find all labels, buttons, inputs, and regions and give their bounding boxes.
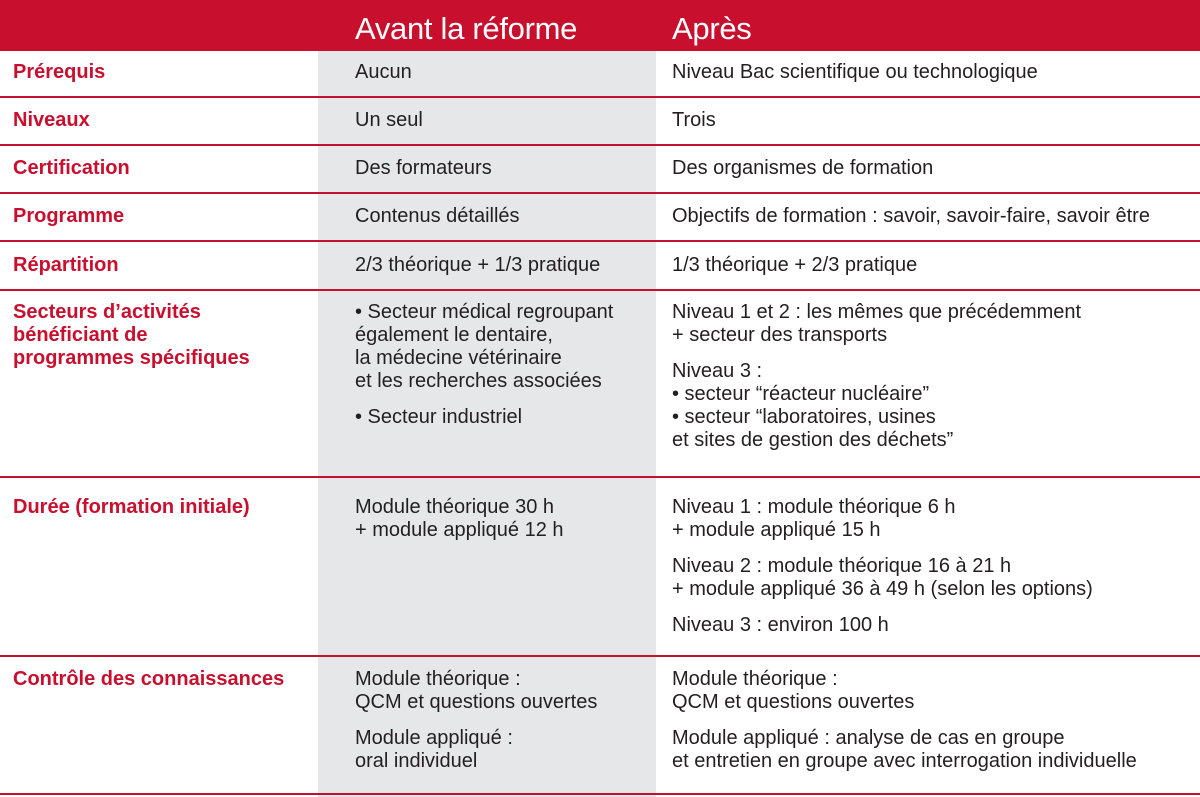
- cell-text: Module théorique : QCM et questions ouvertes: [672, 668, 915, 713]
- cell-before: [355, 61, 655, 84]
- cell-text: Objectifs de formation : savoir, savoir-faire, savoir être: [672, 205, 1150, 227]
- row-divider: [0, 96, 1200, 98]
- row-label: Prérequis: [13, 61, 106, 83]
- header-after: Après: [672, 11, 752, 46]
- cell-text: Niveau 2 : module théorique 16 à 21 h + module appliqué 36 à 49 h (selon les options): [672, 555, 1093, 600]
- cell-text: Des organismes de formation: [672, 157, 934, 179]
- row-label: Durée (formation initiale): [13, 496, 250, 518]
- cell-after: [672, 157, 1197, 180]
- cell-after: [672, 61, 1197, 84]
- cell-text: Contenus détaillés: [355, 205, 520, 227]
- cell-text: Niveau 1 : module théorique 6 h + module appliqué 15 h: [672, 496, 956, 541]
- cell-text: Niveau Bac scientifique ou technologique: [672, 61, 1038, 83]
- cell-text: Des formateurs: [355, 157, 492, 179]
- cell-text: Module théorique : QCM et questions ouvertes: [355, 668, 598, 713]
- cell-before: [355, 205, 655, 228]
- cell-text: Niveau 1 et 2 : les mêmes que précédemment + secteur des transports: [672, 301, 1082, 346]
- cell-text: 1/3 théorique + 2/3 pratique: [672, 254, 918, 276]
- cell-after: [672, 109, 1197, 132]
- row-label: Programme: [13, 205, 125, 227]
- row-divider: [0, 476, 1200, 478]
- cell-after: [672, 254, 1197, 277]
- cell-after: [672, 496, 1197, 637]
- cell-before: [355, 496, 655, 542]
- cell-text: Aucun: [355, 61, 412, 83]
- cell-after: [672, 668, 1197, 773]
- cell-text: Niveau 3 : environ 100 h: [672, 614, 889, 636]
- row-divider: [0, 192, 1200, 194]
- cell-before: [355, 157, 655, 180]
- row-label: Répartition: [13, 254, 119, 276]
- cell-after: [672, 301, 1197, 452]
- cell-text: Module théorique 30 h + module appliqué 12 h: [355, 496, 564, 541]
- cell-text: • Secteur industriel: [355, 406, 523, 428]
- cell-after: [672, 205, 1197, 228]
- cell-before: [355, 109, 655, 132]
- cell-text: Module appliqué : analyse de cas en groupe et entretien en groupe avec interrogation individuelle: [672, 727, 1137, 772]
- row-label: Secteurs d’activités bénéficiant de programmes spécifiques: [13, 301, 250, 369]
- cell-text: 2/3 théorique + 1/3 pratique: [355, 254, 601, 276]
- row-divider: [0, 289, 1200, 291]
- cell-text: • Secteur médical regroupant également le dentaire, la médecine vétérinaire et les recherches associées: [355, 301, 614, 392]
- cell-before: [355, 668, 655, 773]
- row-label: Contrôle des connaissances: [13, 668, 285, 690]
- row-divider: [0, 144, 1200, 146]
- row-label: Niveaux: [13, 109, 90, 131]
- cell-before: [355, 254, 655, 277]
- cell-before: [355, 301, 655, 429]
- cell-text: Module appliqué : oral individuel: [355, 727, 513, 772]
- cell-text: Un seul: [355, 109, 423, 131]
- row-divider: [0, 655, 1200, 657]
- row-divider: [0, 793, 1200, 795]
- row-divider: [0, 240, 1200, 242]
- row-label: Certification: [13, 157, 130, 179]
- cell-text: Trois: [672, 109, 716, 131]
- cell-text: Niveau 3 : • secteur “réacteur nucléaire” • secteur “laboratoires, usines et sites de gestion des déchets”: [672, 360, 954, 451]
- header-before: Avant la réforme: [355, 11, 578, 46]
- table-header: [0, 0, 1200, 51]
